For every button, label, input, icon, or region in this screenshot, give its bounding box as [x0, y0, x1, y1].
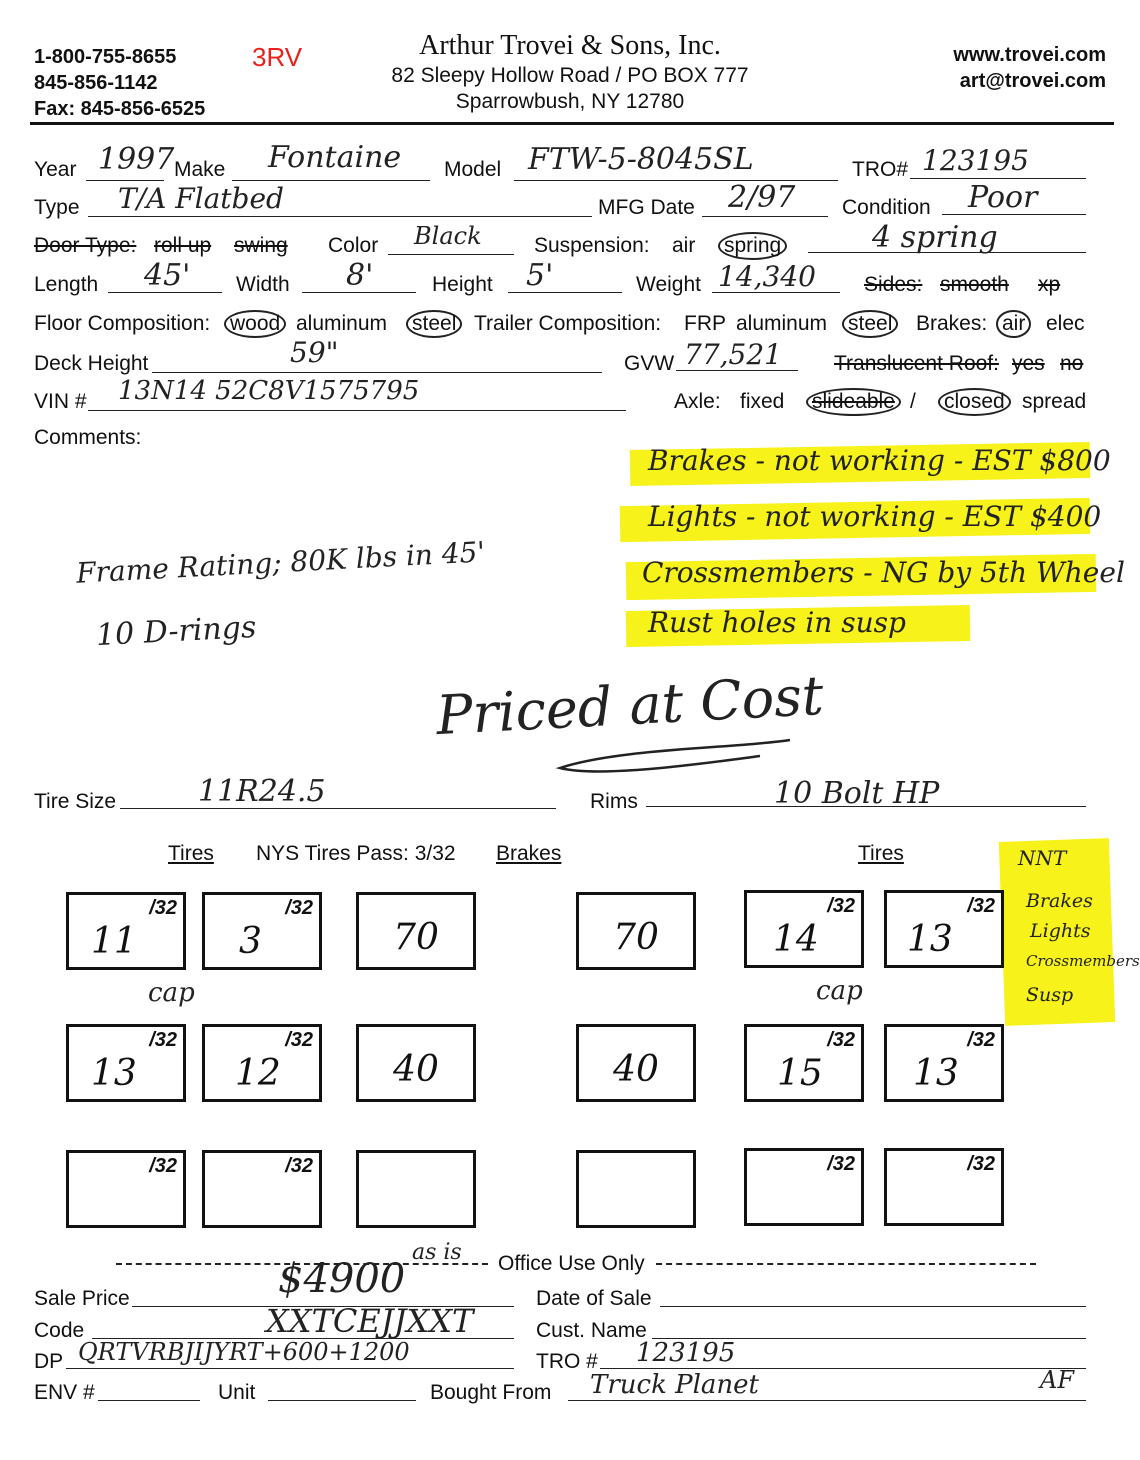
tread-fraction: /32 — [149, 1029, 177, 1051]
tread-fraction: /32 — [149, 1155, 177, 1177]
weight-label: Weight — [636, 273, 701, 296]
axle-fixed: fixed — [740, 390, 785, 413]
tire-size-label: Tire Size — [34, 790, 117, 813]
deck-height-label: Deck Height — [34, 352, 149, 375]
length-label: Length — [34, 273, 99, 296]
floor-wood: wood — [224, 310, 286, 338]
env-label: ENV # — [34, 1381, 95, 1404]
translucent-roof-no: no — [1060, 352, 1084, 375]
tread-fraction: /32 — [967, 1029, 995, 1051]
tread-fraction: /32 — [967, 895, 995, 917]
d-rings-note: 10 D-rings — [95, 609, 258, 654]
floor-composition-label: Floor Composition: — [34, 312, 211, 335]
side-note-susp: Susp — [1026, 984, 1074, 1006]
model-value: FTW-5-8045SL — [528, 142, 754, 177]
sides-xp: xp — [1038, 273, 1061, 296]
tread-fraction: /32 — [285, 897, 313, 919]
sides-label: Sides: — [864, 273, 923, 296]
translucent-roof-label: Translucent Roof: — [834, 352, 999, 375]
suspension-spring: spring — [718, 232, 787, 260]
height-value: 5' — [526, 258, 554, 293]
tread-fraction: /32 — [827, 1153, 855, 1175]
rims-label: Rims — [590, 790, 638, 813]
weight-value: 14,340 — [718, 260, 816, 293]
year-label: Year — [34, 158, 77, 181]
tread-value: 11 — [91, 921, 137, 962]
tire-box[interactable] — [66, 1150, 186, 1228]
comments-label: Comments: — [34, 426, 142, 449]
axle-label: Axle: — [674, 390, 721, 413]
side-note-crossmembers: Crossmembers — [1026, 952, 1140, 970]
cust-name-label: Cust. Name — [536, 1319, 647, 1342]
vin-line — [88, 410, 626, 411]
code-label: Code — [34, 1319, 85, 1342]
axle-closed: closed — [938, 388, 1011, 416]
comment-brakes: Brakes - not working - EST $800 — [648, 444, 1111, 477]
company-address-1: 82 Sleepy Hollow Road / PO BOX 777 — [391, 64, 749, 87]
condition-label: Condition — [842, 196, 931, 219]
tread-value: 13 — [91, 1053, 137, 1094]
brake-value: 40 — [613, 1049, 659, 1090]
initials: AF — [1040, 1366, 1074, 1394]
comment-rust: Rust holes in susp — [648, 606, 906, 639]
side-note-brakes: Brakes — [1026, 890, 1093, 912]
office-use-label: Office Use Only — [498, 1252, 645, 1275]
phone-2: 845-856-1142 — [34, 72, 158, 94]
brake-value: 70 — [613, 917, 659, 958]
tread-value: 3 — [239, 921, 262, 962]
tire-box[interactable] — [884, 1148, 1004, 1226]
mfg-date-value: 2/97 — [728, 180, 796, 215]
company-name: Arthur Trovei & Sons, Inc. — [419, 30, 721, 61]
company-website: www.trovei.com — [953, 44, 1106, 66]
floor-aluminum: aluminum — [296, 312, 388, 335]
tire-box[interactable] — [744, 890, 864, 968]
vin-label: VIN # — [34, 390, 87, 413]
suspension-air: air — [672, 234, 696, 257]
cap-note-right: cap — [816, 976, 863, 1006]
translucent-roof-yes: yes — [1012, 352, 1045, 375]
make-line — [232, 180, 430, 181]
tro-label: TRO# — [852, 158, 909, 181]
tread-value: 13 — [913, 1053, 959, 1094]
priced-at-cost-note: Priced at Cost — [434, 663, 826, 748]
dp-label: DP — [34, 1350, 64, 1373]
frame-rating-note: Frame Rating; 80K lbs in 45' — [75, 535, 486, 590]
bought-from-value: Truck Planet — [590, 1370, 759, 1400]
color-line — [388, 254, 514, 255]
rims-value: 10 Bolt HP — [774, 776, 940, 811]
brakes-air: air — [996, 310, 1031, 338]
phone-1: 1-800-755-8655 — [34, 46, 177, 68]
brakes-elec: elec — [1046, 312, 1085, 335]
tro-line — [910, 178, 1086, 179]
gvw-value: 77,521 — [684, 338, 782, 371]
dp-value: QRTVRBJIJYRT+600+1200 — [78, 1338, 410, 1366]
mfg-date-label: MFG Date — [598, 196, 695, 219]
trailer-composition-label: Trailer Composition: — [474, 312, 662, 335]
unit-line — [268, 1400, 416, 1401]
type-line — [88, 216, 592, 217]
comment-crossmembers: Crossmembers - NG by 5th Wheel — [642, 556, 1125, 589]
tread-fraction: /32 — [285, 1155, 313, 1177]
gvw-label: GVW — [624, 352, 675, 375]
tire-box[interactable] — [202, 1150, 322, 1228]
env-line — [98, 1400, 200, 1401]
tire-size-line — [120, 808, 556, 809]
make-value: Fontaine — [268, 140, 402, 175]
fax-number: Fax: 845-856-6525 — [34, 98, 206, 120]
brake-box[interactable] — [576, 1150, 696, 1228]
tires-left-header: Tires — [168, 842, 214, 865]
unit-label: Unit — [218, 1381, 256, 1404]
brake-box[interactable] — [356, 1150, 476, 1228]
side-note-lights: Lights — [1030, 920, 1091, 942]
company-email: art@trovei.com — [959, 70, 1106, 92]
suspension-note: 4 spring — [872, 220, 998, 255]
brake-box[interactable] — [576, 892, 696, 970]
tread-fraction: /32 — [827, 1029, 855, 1051]
tread-value: 15 — [777, 1053, 823, 1094]
make-label: Make — [174, 158, 226, 181]
side-note-title: NNT — [1018, 846, 1067, 870]
color-value: Black — [414, 222, 482, 250]
axle-slideable: slideable — [806, 388, 901, 416]
tire-box[interactable] — [202, 892, 322, 970]
condition-value: Poor — [968, 180, 1038, 215]
sale-price-label: Sale Price — [34, 1287, 130, 1310]
trailer-frp: FRP — [684, 312, 726, 335]
sale-price-value: $4900 — [278, 1256, 406, 1302]
code-value: XXTCEJJXXT — [266, 1302, 474, 1340]
brake-value: 70 — [393, 917, 439, 958]
tread-value: 14 — [773, 919, 819, 960]
tire-box[interactable] — [744, 1024, 864, 1102]
stock-code: 3RV — [252, 42, 303, 72]
color-label: Color — [328, 234, 379, 257]
deck-height-value: 59" — [290, 336, 339, 369]
model-label: Model — [444, 158, 502, 181]
brakes-header: Brakes — [496, 842, 562, 865]
tread-fraction: /32 — [149, 897, 177, 919]
brakes-label: Brakes: — [916, 312, 988, 335]
brake-box[interactable] — [356, 892, 476, 970]
tire-box[interactable] — [744, 1148, 864, 1226]
company-address-2: Sparrowbush, NY 12780 — [455, 90, 685, 113]
tires-right-header: Tires — [858, 842, 904, 865]
tire-size-value: 11R24.5 — [198, 774, 326, 809]
trailer-steel: steel — [842, 310, 898, 338]
floor-steel: steel — [406, 310, 462, 338]
tire-box[interactable] — [884, 1024, 1004, 1102]
width-value: 8' — [346, 258, 374, 293]
axle-spread: spread — [1022, 390, 1087, 413]
door-type-rollup: roll up — [154, 234, 212, 257]
bought-from-line — [568, 1400, 1086, 1401]
header-divider — [30, 122, 1114, 125]
dp-line — [66, 1368, 514, 1369]
tread-fraction: /32 — [827, 895, 855, 917]
tread-value: 13 — [907, 919, 953, 960]
tread-fraction: /32 — [967, 1153, 995, 1175]
tire-box[interactable] — [66, 892, 186, 970]
suspension-label: Suspension: — [534, 234, 650, 257]
tire-box[interactable] — [202, 1024, 322, 1102]
type-value: T/A Flatbed — [118, 182, 284, 215]
deck-height-line — [152, 372, 602, 373]
date-of-sale-line — [660, 1306, 1086, 1307]
tire-box[interactable] — [66, 1024, 186, 1102]
brake-box[interactable] — [356, 1024, 476, 1102]
office-dash-right — [656, 1263, 1036, 1265]
sale-price-note: as is — [412, 1240, 462, 1265]
year-value: 1997 — [98, 142, 175, 177]
type-label: Type — [34, 196, 80, 219]
nys-tires-pass: NYS Tires Pass: 3/32 — [256, 842, 456, 865]
brake-value: 40 — [393, 1049, 439, 1090]
height-label: Height — [432, 273, 493, 296]
year-line — [86, 180, 164, 181]
width-label: Width — [236, 273, 290, 296]
cap-note-left: cap — [148, 978, 195, 1008]
tro2-label: TRO # — [536, 1350, 598, 1373]
door-type-label: Door Type: — [34, 234, 137, 257]
trailer-aluminum: aluminum — [736, 312, 828, 335]
tro2-line — [600, 1368, 1086, 1369]
vin-value: 13N14 52C8V1575795 — [118, 376, 420, 406]
tread-value: 12 — [235, 1053, 281, 1094]
tread-fraction: /32 — [285, 1029, 313, 1051]
brake-box[interactable] — [576, 1024, 696, 1102]
tro2-value: 123195 — [636, 1338, 736, 1368]
tro-value: 123195 — [922, 144, 1029, 177]
bought-from-label: Bought From — [430, 1381, 552, 1404]
axle-separator: / — [910, 390, 916, 413]
door-type-swing: swing — [234, 234, 288, 257]
comment-lights: Lights - not working - EST $400 — [648, 500, 1102, 533]
mfg-date-line — [702, 216, 828, 217]
length-value: 45' — [144, 258, 191, 293]
tire-box[interactable] — [884, 890, 1004, 968]
sides-smooth: smooth — [940, 273, 1009, 296]
date-of-sale-label: Date of Sale — [536, 1287, 652, 1310]
